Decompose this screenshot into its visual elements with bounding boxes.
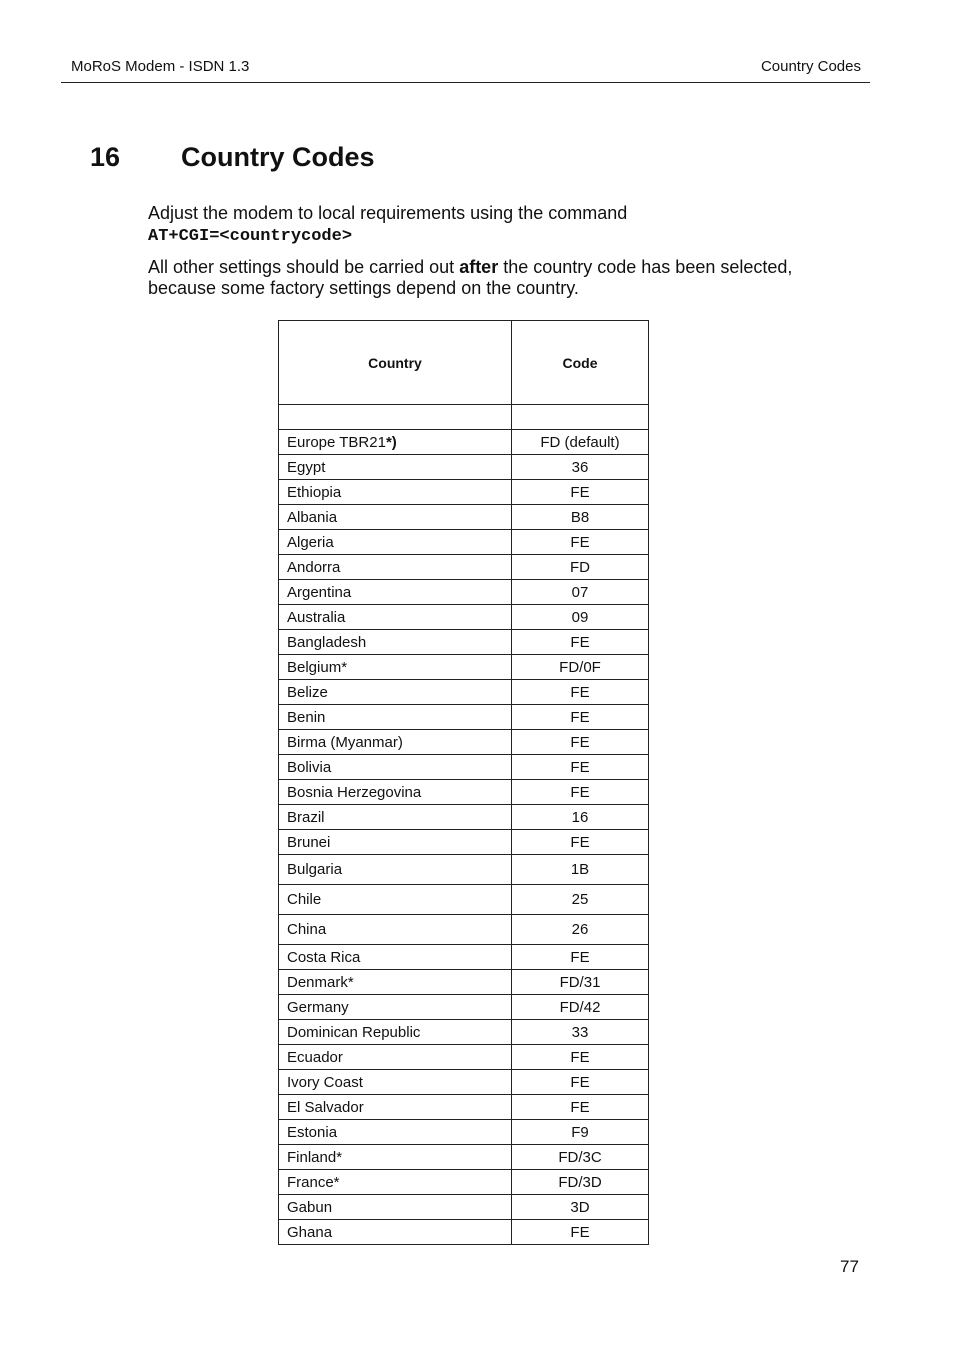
table-row [279, 455, 649, 480]
country-name: Brunei [287, 833, 331, 851]
table-row [279, 680, 649, 705]
country-cell [279, 855, 512, 885]
country-cell [279, 1020, 512, 1045]
country-name: Chile [287, 891, 322, 908]
table-row [279, 580, 649, 605]
table-row [279, 1045, 649, 1070]
country-name: Gabun [287, 1198, 333, 1216]
table-row [279, 430, 649, 455]
code-cell: FE [512, 945, 649, 970]
country-name: Bolivia [287, 758, 332, 776]
country-cell [279, 655, 512, 680]
country-name: China [287, 921, 327, 938]
table-row [279, 530, 649, 555]
country-name: Costa Rica [287, 948, 361, 966]
country-cell [279, 505, 512, 530]
table-spacer-row [279, 405, 649, 430]
country-cell [279, 1120, 512, 1145]
code-cell: 3D [512, 1195, 649, 1220]
code-cell: 16 [512, 805, 649, 830]
country-cell [279, 805, 512, 830]
table-row [279, 655, 649, 680]
code-cell: FD [512, 555, 649, 580]
code-cell: 36 [512, 455, 649, 480]
table-row [279, 945, 649, 970]
country-name: France* [287, 1173, 340, 1191]
settings-text-after: the country code has been selected, because some factory settings depend on the country. [148, 257, 793, 298]
country-name: Birma (Myanmar) [287, 733, 403, 751]
header-divider [61, 82, 870, 83]
country-name: Australia [287, 608, 346, 626]
country-name: Bangladesh [287, 633, 367, 651]
code-cell: FD/31 [512, 970, 649, 995]
code-cell: FD/3C [512, 1145, 649, 1170]
country-name: Ghana [287, 1223, 333, 1241]
table-row [279, 780, 649, 805]
country-name: Ecuador [287, 1048, 343, 1066]
country-cell [279, 580, 512, 605]
code-cell: 25 [512, 885, 649, 915]
table-row [279, 605, 649, 630]
table-row [279, 970, 649, 995]
country-name: Belgium* [287, 658, 348, 676]
settings-text-bold: after [459, 257, 499, 277]
table-row [279, 805, 649, 830]
intro-text: Adjust the modem to local requirements using the command [148, 203, 628, 223]
country-cell [279, 1170, 512, 1195]
table-row [279, 1070, 649, 1095]
command-text: AT+CGI=<countrycode> [148, 227, 353, 246]
country-cell [279, 970, 512, 995]
country-name: Bulgaria [287, 861, 343, 878]
code-cell: 33 [512, 1020, 649, 1045]
country-cell [279, 680, 512, 705]
country-cell [279, 830, 512, 855]
code-cell: FE [512, 680, 649, 705]
country-cell [279, 1045, 512, 1070]
code-cell: FD/42 [512, 995, 649, 1020]
country-cell [279, 1070, 512, 1095]
country-name: Bosnia Herzegovina [287, 783, 422, 801]
code-cell: FE [512, 830, 649, 855]
code-cell: FE [512, 1095, 649, 1120]
country-name: Brazil [287, 808, 325, 826]
running-header-section: Country Codes [760, 58, 861, 75]
country-name: Argentina [287, 583, 352, 601]
country-cell [279, 630, 512, 655]
country-name: Andorra [287, 558, 341, 576]
country-column-header: Country [279, 321, 512, 405]
table-row [279, 505, 649, 530]
code-cell: FE [512, 705, 649, 730]
footnote-mark: *) [385, 433, 397, 451]
country-name: Ivory Coast [287, 1073, 363, 1091]
code-cell: FE [512, 1220, 649, 1245]
code-cell: F9 [512, 1120, 649, 1145]
country-cell [279, 995, 512, 1020]
table-row [279, 915, 649, 945]
country-name: Belize [287, 683, 328, 701]
country-cell [279, 780, 512, 805]
country-cell [279, 455, 512, 480]
country-cell [279, 1220, 512, 1245]
country-cell [279, 530, 512, 555]
table-cell [512, 405, 649, 430]
code-column-header: Code [512, 321, 649, 405]
code-cell: FD/0F [512, 655, 649, 680]
running-header-title: MoRoS Modem - ISDN 1.3 [71, 58, 250, 75]
country-cell [279, 1095, 512, 1120]
country-name: Estonia [287, 1123, 338, 1141]
table-row [279, 1145, 649, 1170]
table-row [279, 1095, 649, 1120]
table-row [279, 995, 649, 1020]
country-name: Finland* [287, 1148, 343, 1166]
table-row [279, 855, 649, 885]
table-row [279, 1220, 649, 1245]
code-cell: FE [512, 630, 649, 655]
table-row [279, 1020, 649, 1045]
table-row [279, 1120, 649, 1145]
code-cell: 26 [512, 915, 649, 945]
table-row [279, 830, 649, 855]
code-cell: 09 [512, 605, 649, 630]
country-name: Denmark* [287, 973, 354, 991]
country-cell [279, 555, 512, 580]
code-cell: FE [512, 780, 649, 805]
table-row [279, 885, 649, 915]
code-cell: FE [512, 1070, 649, 1095]
country-cell [279, 605, 512, 630]
country-name: Egypt [287, 458, 326, 476]
code-cell: FD (default) [512, 430, 649, 455]
country-cell [279, 755, 512, 780]
country-name: Algeria [287, 533, 334, 551]
country-cell [279, 885, 512, 915]
code-cell: FD/3D [512, 1170, 649, 1195]
country-name: Dominican Republic [287, 1023, 421, 1041]
country-cell [279, 430, 512, 455]
code-cell: FE [512, 1045, 649, 1070]
country-cell [279, 730, 512, 755]
country-cell [279, 705, 512, 730]
code-cell: B8 [512, 505, 649, 530]
country-name: Albania [287, 508, 338, 526]
table-row [279, 1170, 649, 1195]
code-cell: FE [512, 755, 649, 780]
chapter-title: Country Codes [181, 142, 375, 172]
table-row [279, 705, 649, 730]
settings-text-before: All other settings should be carried out [148, 257, 460, 277]
code-cell: FE [512, 530, 649, 555]
country-name: Benin [287, 708, 326, 726]
country-codes-table [278, 320, 649, 1245]
country-cell [279, 1195, 512, 1220]
table-row [279, 730, 649, 755]
code-cell: 07 [512, 580, 649, 605]
intro-paragraph [148, 203, 848, 247]
code-cell: FE [512, 730, 649, 755]
table-cell [279, 405, 512, 430]
code-cell: 1B [512, 855, 649, 885]
country-name: Europe TBR21 [287, 433, 386, 451]
table-row [279, 555, 649, 580]
country-name: El Salvador [287, 1098, 364, 1116]
country-name: Ethiopia [287, 483, 342, 501]
country-cell [279, 945, 512, 970]
country-name: Germany [287, 998, 349, 1016]
chapter-number: 16 [90, 142, 121, 172]
page-number: 77 [840, 1257, 859, 1276]
code-cell: FE [512, 480, 649, 505]
country-cell [279, 915, 512, 945]
table-row [279, 480, 649, 505]
country-cell [279, 1145, 512, 1170]
table-row [279, 630, 649, 655]
table-row [279, 755, 649, 780]
country-cell [279, 480, 512, 505]
table-header-row [279, 321, 649, 405]
settings-paragraph [148, 257, 848, 299]
table-row [279, 1195, 649, 1220]
